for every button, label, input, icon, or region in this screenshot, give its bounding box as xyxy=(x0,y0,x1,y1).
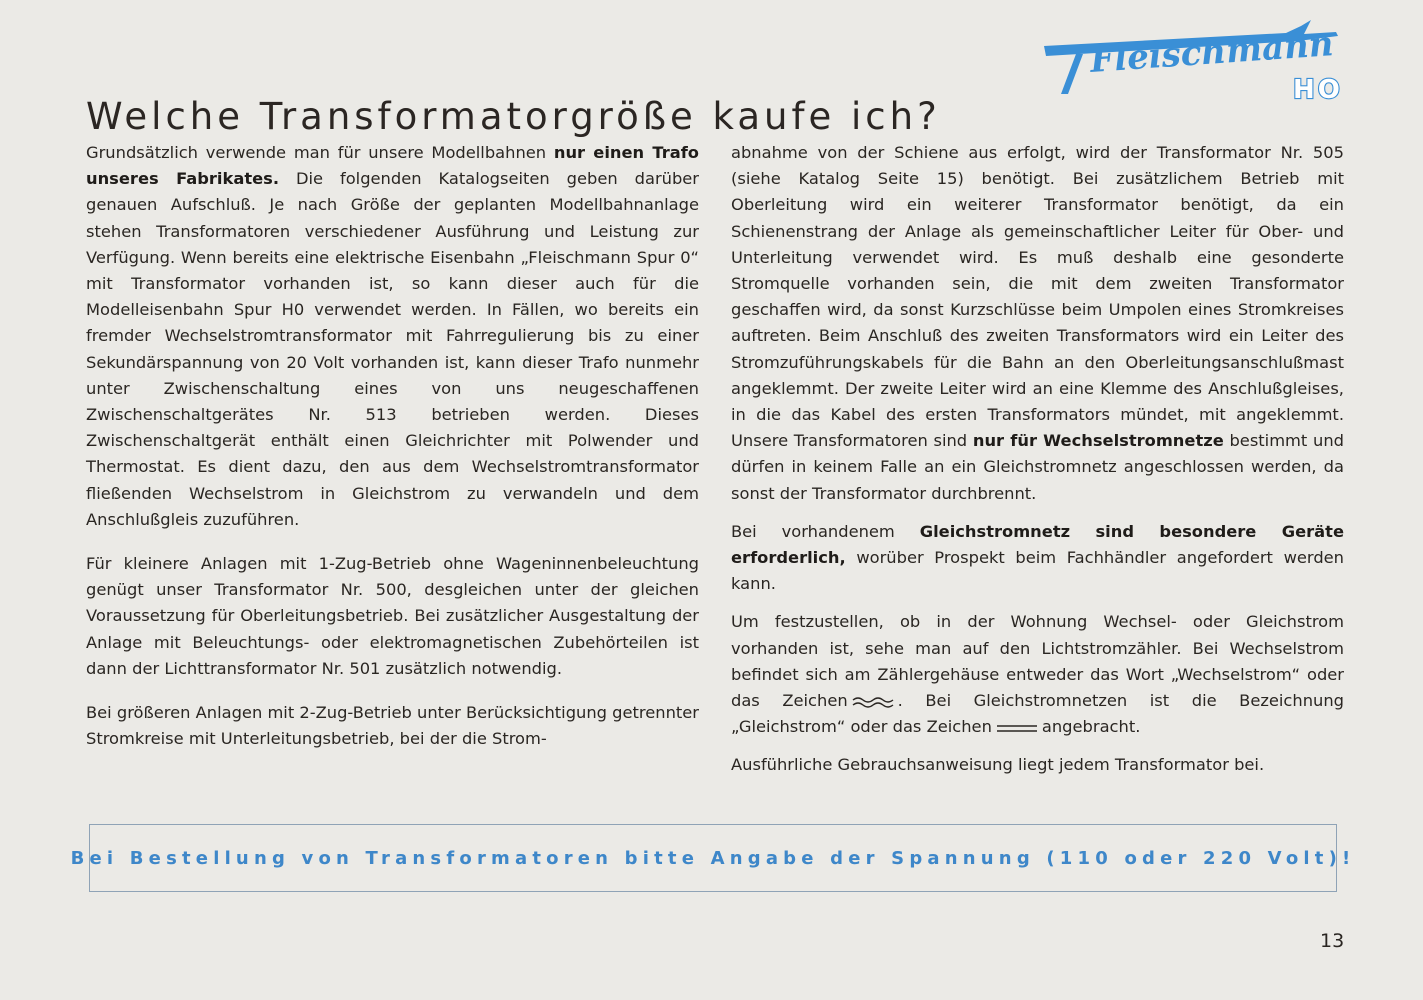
right-column xyxy=(731,140,1344,779)
logo-brand-text: Fleischmann xyxy=(1088,24,1335,81)
order-notice-box xyxy=(70,824,1356,892)
logo-gauge-text: HO xyxy=(1293,75,1343,105)
page-number: 13 xyxy=(1320,930,1345,952)
left-column xyxy=(86,140,699,752)
right-paragraph-3: Um festzustellen, ob in der Wohnung Wechsel- oder Gleichstrom vorhanden ist, sehe man auf den Lichtstromzähler. Bei Wechselstrom befindet sich am Zählergehäuse entweder das Wort „Wechselstrom“ oder das Zeichen . Bei Gleichstromnetzen ist die Bezeichnung „Gleichstrom“ oder das Zeichen angebracht. xyxy=(731,612,1344,737)
right-paragraph-2: Bei vorhandenem Gleichstromnetz sind besondere Geräte erforderlich, worüber Prospekt beim Fachhändler angefordert werden kann. xyxy=(731,521,1344,594)
left-paragraph-3: Bei größeren Anlagen mit 2-Zug-Betrieb unter Berücksichtigung getrennter Stromkreise mit Unterleitungsbetrieb, bei der die Strom- xyxy=(86,703,700,749)
fleischmann-ho-logo xyxy=(1036,14,1366,106)
emphasis-text: nur für Wechselstromnetze xyxy=(972,431,1224,451)
right-paragraph-1: abnahme von der Schiene aus erfolgt, wird der Transformator Nr. 505 (siehe Katalog Seite 15) benötigt. Bei zusätzlichem Betrieb mit Oberleitung wird ein weiterer Transformator benötigt, da ein Schienenstrang der Anlage als gemeinschaftlicher Leiter für Ober- und Unterleitung verwendet wird. Es muß deshalb eine gesonderte Stromquelle vorhanden sein, die mit dem zweiten Transformator geschaffen wird, da sonst Kurzschlüsse beim Umpolen eines Stromkreises auftreten. Beim Anschluß des zweiten Transformators wird ein Leiter des Stromzuführungskabels für die Bahn an den Oberleitungsanschlußmast angeklemmt. Der zweite Leiter wird an eine Klemme des Anschlußgleises, in die das Kabel des ersten Transformators mündet, mit angeklemmt. Unsere Transformatoren sind nur für Wechselstromnetze bestimmt und dürfen in keinem Falle an ein Gleichstromnetz angeschlossen werden, da sonst der Transformator durchbrennt. xyxy=(731,143,1344,503)
order-notice-text: Bei Bestellung von Transformatoren bitte Angabe der Spannung (110 oder 220 Volt)! xyxy=(70,847,1356,869)
left-paragraph-1: Grundsätzlich verwende man für unsere Modellbahnen nur einen Trafo unseres Fabrikates. Die folgenden Katalogseiten geben darüber genauen Aufschluß. Je nach Größe der geplanten Modellbahnanlage stehen Transformatoren verschiedener Ausführung und Leistung zur Verfügung. Wenn bereits eine elektrische Eisenbahn „Fleischmann Spur 0“ mit Transformator vorhanden ist, so kann dieser auch für die Modelleisenbahn Spur H0 verwendet werden. In Fällen, wo bereits ein fremder Wechselstromtransformator mit Fahrregulierung bis zu einer Sekundärspannung von 20 Volt vorhanden ist, kann dieser Trafo nunmehr unter Zwischenschaltung eines von uns neugeschaffenen Zwischenschaltgerätes Nr. 513 betrieben werden. Dieses Zwischenschaltgerät enthält einen Gleichrichter mit Polwender und Thermostat. Es dient dazu, den aus dem Wechselstromtransformator fließenden Wechselstrom in Gleichstrom zu verwandeln und dem Anschlußgleis zuzuführen. xyxy=(86,143,700,529)
emphasis-text: Gleichstromnetz sind besondere Geräte erforderlich, xyxy=(731,521,1344,568)
emphasis-text: nur einen Trafo unseres Fabrikates. xyxy=(86,143,699,189)
right-paragraph-4: Ausführliche Gebrauchsanweisung liegt jedem Transformator bei. xyxy=(731,755,1265,775)
left-paragraph-2: Für kleinere Anlagen mit 1-Zug-Betrieb ohne Wageninnenbeleuchtung genügt unser Transformator Nr. 500, desgleichen unter der gleichen Voraussetzung für Oberleitungsbetrieb. Bei zusätzlicher Ausgestaltung der Anlage mit Beleuchtungs- oder elektromagnetischen Zubehörteilen ist dann der Lichttransformator Nr. 501 zusätzlich notwendig. xyxy=(86,554,699,678)
wavy-lines-icon xyxy=(851,695,895,709)
straight-lines-icon xyxy=(995,721,1039,735)
page-title: Welche Transformatorgröße kaufe ich? xyxy=(86,94,941,138)
